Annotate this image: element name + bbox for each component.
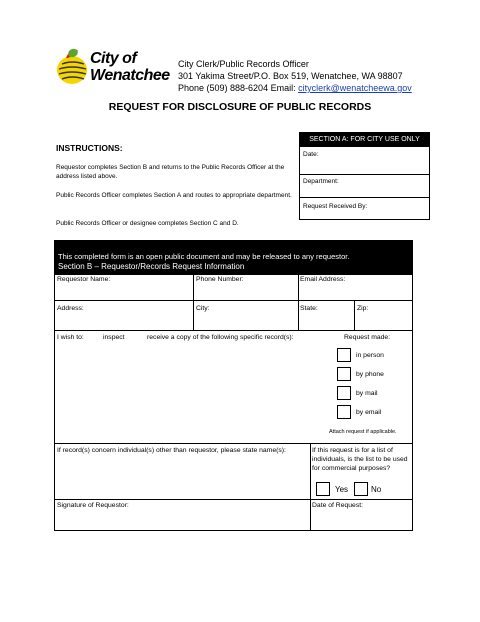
instructions-heading: INSTRUCTIONS: bbox=[56, 143, 123, 153]
section-a-department-label: Department: bbox=[303, 178, 339, 185]
phone-email-label: Phone (509) 888-6204 Email: bbox=[178, 83, 296, 93]
individuals-label: If record(s) concern individual(s) other than requestor, please state name(s): bbox=[57, 447, 286, 454]
in-person-label: in person bbox=[356, 352, 384, 359]
logo-text-top: City of bbox=[90, 50, 137, 67]
receive-copy-option[interactable]: receive a copy of the following specific record(s): bbox=[147, 334, 294, 341]
by-mail-checkbox[interactable] bbox=[337, 386, 351, 400]
section-b-header bbox=[54, 240, 413, 274]
section-a-received-by-label: Request Received By: bbox=[303, 203, 368, 210]
commercial-question: If this request is for a list of individuals, is the list to be used for commercial purposes? bbox=[312, 447, 408, 472]
date-of-request-label: Date of Request: bbox=[312, 502, 364, 509]
in-person-checkbox[interactable] bbox=[337, 348, 351, 362]
office-name: City Clerk/Public Records Officer bbox=[178, 59, 309, 69]
section-a-heading: SECTION A: FOR CITY USE ONLY bbox=[300, 133, 429, 147]
by-email-checkbox[interactable] bbox=[337, 405, 351, 419]
by-phone-checkbox[interactable] bbox=[337, 367, 351, 381]
wish-to-label: I wish to: bbox=[57, 334, 84, 341]
commercial-no-label: No bbox=[371, 485, 382, 494]
commercial-yes-label: Yes bbox=[335, 485, 349, 494]
attach-note: Attach request if applicable. bbox=[329, 429, 397, 435]
section-b-heading: Section B – Requestor/Records Request Information bbox=[58, 262, 245, 271]
office-contact bbox=[178, 83, 412, 94]
instruction-1: Requestor completes Section B and returns to the Public Records Officer at the address listed above. bbox=[56, 164, 285, 180]
by-email-label: by email bbox=[356, 409, 382, 416]
phone-number-label: Phone Number: bbox=[196, 276, 244, 283]
public-notice: This completed form is an open public document and may be released to any requestor. bbox=[58, 252, 350, 261]
address-label: Address: bbox=[57, 305, 84, 312]
by-mail-label: by mail bbox=[356, 390, 378, 397]
form-title: REQUEST FOR DISCLOSURE OF PUBLIC RECORDS bbox=[108, 101, 372, 113]
section-a-box bbox=[299, 132, 430, 220]
zip-label: Zip: bbox=[357, 305, 369, 312]
by-phone-label: by phone bbox=[356, 371, 384, 378]
logo-text-bottom: Wenatchee bbox=[90, 67, 170, 84]
instruction-3: Public Records Officer or designee completes Section C and D. bbox=[56, 220, 239, 227]
commercial-no-checkbox[interactable] bbox=[354, 482, 368, 496]
office-address: 301 Yakima Street/P.O. Box 519, Wenatchee, WA 98807 bbox=[178, 71, 403, 81]
instruction-2: Public Records Officer completes Section A and routes to appropriate department. bbox=[56, 192, 292, 199]
inspect-option[interactable]: inspect bbox=[103, 334, 125, 341]
state-label: State: bbox=[300, 305, 318, 312]
commercial-yes-checkbox[interactable] bbox=[316, 482, 330, 496]
section-a-date-label: Date: bbox=[303, 151, 319, 158]
requestor-name-label: Requestor Name: bbox=[57, 276, 111, 283]
email-address-label: Email Address: bbox=[300, 276, 346, 283]
signature-label: Signature of Requestor: bbox=[57, 502, 129, 509]
city-label: City: bbox=[196, 305, 210, 312]
request-made-label: Request made: bbox=[344, 334, 391, 341]
email-link[interactable]: cityclerk@wenatcheewa.gov bbox=[298, 83, 412, 93]
